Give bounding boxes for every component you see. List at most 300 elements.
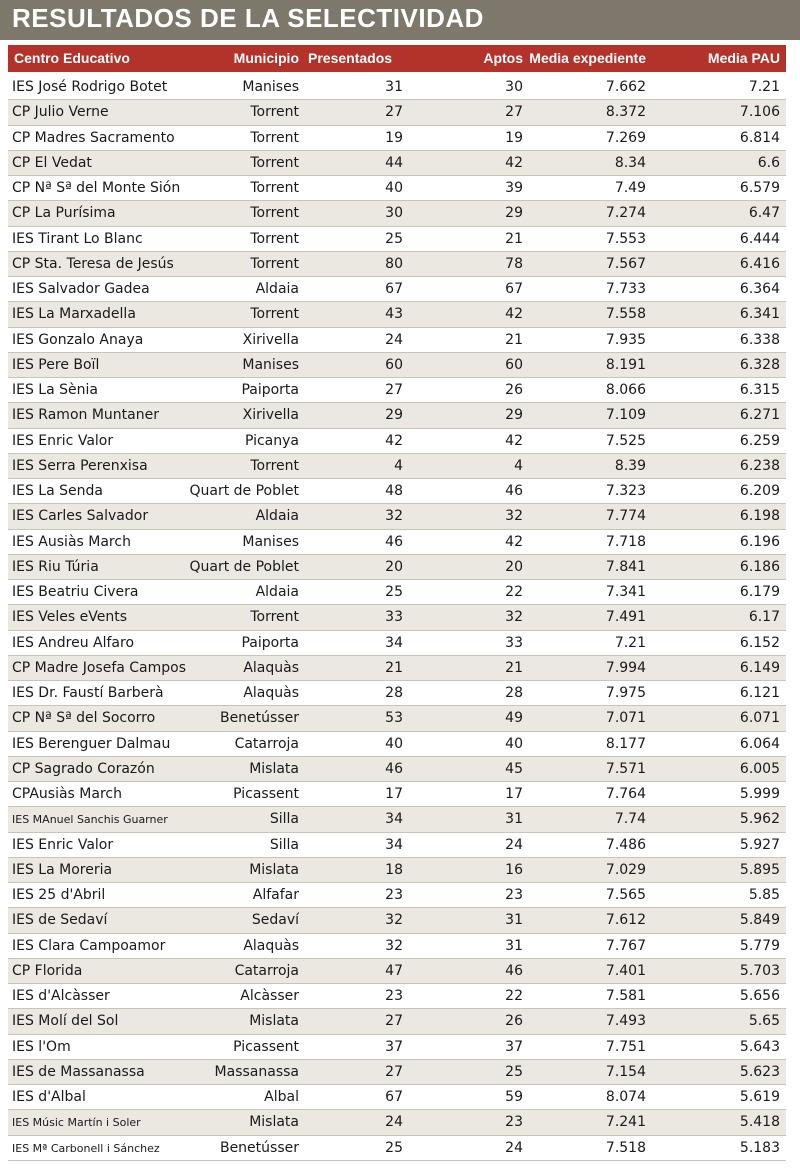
table-row <box>8 959 786 984</box>
cell-pau: 5.927 <box>739 836 780 853</box>
cell-pau: 6.064 <box>739 735 780 752</box>
cell-pau: 6.328 <box>739 356 780 373</box>
cell-municipio: Alaquàs <box>243 659 299 676</box>
cell-aptos: 45 <box>505 760 523 777</box>
cell-centro: CP Julio Verne <box>12 104 109 121</box>
cell-pau: 6.47 <box>748 205 780 222</box>
cell-presentados: 34 <box>385 811 403 828</box>
cell-pau: 5.656 <box>739 988 780 1004</box>
cell-expediente: 7.341 <box>605 584 646 600</box>
cell-centro: CP Sta. Teresa de Jesús <box>12 255 174 272</box>
cell-aptos: 22 <box>505 584 523 600</box>
cell-expediente: 7.718 <box>605 533 646 550</box>
table-row <box>8 984 786 1009</box>
cell-centro: IES Beatriu Civera <box>12 584 139 600</box>
cell-pau: 6.579 <box>739 180 780 196</box>
table-row <box>8 631 786 656</box>
cell-municipio: Torrent <box>250 609 299 626</box>
cell-municipio: Torrent <box>250 180 299 196</box>
cell-municipio: Massanassa <box>214 1063 299 1080</box>
cell-presentados: 43 <box>385 306 403 323</box>
table-row <box>8 1136 786 1161</box>
table-row <box>8 1009 786 1034</box>
cell-expediente: 8.191 <box>605 356 646 373</box>
cell-presentados: 34 <box>385 836 403 853</box>
cell-centro: IES La Senda <box>12 483 103 499</box>
cell-centro: IES Ramon Muntaner <box>12 407 159 424</box>
cell-centro: IES Dr. Faustí Barberà <box>12 685 164 701</box>
cell-municipio: Torrent <box>250 230 299 247</box>
cell-expediente: 7.975 <box>605 685 646 701</box>
cell-presentados: 4 <box>394 457 403 474</box>
cell-expediente: 7.525 <box>605 432 646 449</box>
cell-centro: IES José Rodrigo Botet <box>12 79 168 95</box>
cell-presentados: 53 <box>385 710 403 727</box>
cell-presentados: 20 <box>385 558 403 575</box>
cell-pau: 5.703 <box>739 962 780 979</box>
cell-municipio: Mislata <box>249 1114 299 1131</box>
cell-expediente: 8.39 <box>614 457 646 474</box>
cell-presentados: 23 <box>385 887 403 903</box>
table-row <box>8 1110 786 1135</box>
cell-aptos: 60 <box>505 356 523 373</box>
cell-presentados: 28 <box>385 685 403 701</box>
cell-presentados: 27 <box>385 1063 403 1080</box>
cell-centro: IES Gonzalo Anaya <box>12 331 144 348</box>
table-row <box>8 378 786 403</box>
table-row <box>8 605 786 630</box>
cell-municipio: Catarroja <box>234 962 299 979</box>
table-row <box>8 126 786 151</box>
cell-centro: IES La Sènia <box>12 382 98 398</box>
table-row <box>8 227 786 252</box>
cell-expediente: 8.372 <box>605 104 646 121</box>
table-row <box>8 328 786 353</box>
table-row <box>8 1060 786 1085</box>
table-row <box>8 656 786 681</box>
cell-presentados: 44 <box>385 154 403 171</box>
cell-centro: IES Enric Valor <box>12 432 114 449</box>
cell-expediente: 7.553 <box>605 230 646 247</box>
cell-expediente: 7.071 <box>605 710 646 727</box>
cell-aptos: 17 <box>505 786 523 802</box>
cell-presentados: 46 <box>385 533 403 550</box>
cell-expediente: 7.581 <box>605 988 646 1004</box>
table-row <box>8 100 786 125</box>
cell-presentados: 19 <box>385 129 403 146</box>
cell-aptos: 26 <box>505 1013 523 1030</box>
cell-aptos: 31 <box>505 811 523 828</box>
cell-municipio: Picanya <box>244 432 299 449</box>
cell-aptos: 40 <box>505 735 523 752</box>
cell-presentados: 40 <box>385 180 403 196</box>
cell-aptos: 29 <box>505 205 523 222</box>
cell-municipio: Alcàsser <box>240 988 299 1004</box>
table-header <box>8 45 786 72</box>
cell-pau: 6.186 <box>739 558 780 575</box>
table-row <box>8 681 786 706</box>
cell-municipio: Aldaia <box>255 281 299 297</box>
cell-expediente: 7.486 <box>605 836 646 853</box>
cell-municipio: Silla <box>269 836 299 853</box>
cell-aptos: 78 <box>505 255 523 272</box>
table-row <box>8 530 786 555</box>
table-row <box>8 555 786 580</box>
page-title: RESULTADOS DE LA SELECTIVIDAD <box>12 3 484 33</box>
cell-municipio: Xirivella <box>242 331 299 348</box>
cell-aptos: 19 <box>505 129 523 146</box>
cell-pau: 6.198 <box>739 508 780 525</box>
cell-municipio: Manises <box>242 79 299 95</box>
cell-pau: 6.209 <box>739 483 780 499</box>
cell-pau: 5.643 <box>739 1038 780 1055</box>
cell-pau: 5.623 <box>739 1063 780 1080</box>
cell-aptos: 42 <box>505 533 523 550</box>
cell-expediente: 7.323 <box>605 483 646 499</box>
cell-pau: 5.895 <box>739 861 780 878</box>
cell-centro: IES Mª Carbonell i Sánchez <box>12 1141 160 1155</box>
cell-municipio: Albal <box>264 1089 299 1105</box>
cell-pau: 6.071 <box>739 710 780 727</box>
cell-municipio: Catarroja <box>234 735 299 752</box>
table-row <box>8 429 786 454</box>
cell-pau: 7.21 <box>748 79 780 95</box>
table-row <box>8 454 786 479</box>
cell-pau: 6.6 <box>757 154 780 171</box>
cell-centro: IES Berenguer Dalmau <box>12 735 171 752</box>
cell-municipio: Sedaví <box>251 912 299 929</box>
cell-municipio: Torrent <box>250 255 299 272</box>
cell-municipio: Aldaia <box>255 508 299 525</box>
cell-aptos: 32 <box>505 508 523 525</box>
cell-municipio: Xirivella <box>242 407 299 424</box>
cell-pau: 6.196 <box>739 533 780 550</box>
table-row <box>8 302 786 327</box>
cell-aptos: 24 <box>505 836 523 853</box>
cell-expediente: 7.571 <box>605 760 646 777</box>
cell-expediente: 7.935 <box>605 331 646 348</box>
cell-aptos: 21 <box>505 331 523 348</box>
cell-presentados: 67 <box>385 281 403 297</box>
header-aptos: Aptos <box>483 50 523 66</box>
table-row <box>8 807 786 832</box>
cell-pau: 5.962 <box>739 811 780 828</box>
cell-aptos: 27 <box>505 104 523 121</box>
table-row <box>8 353 786 378</box>
cell-presentados: 30 <box>385 205 403 222</box>
cell-aptos: 37 <box>505 1038 523 1055</box>
cell-aptos: 30 <box>505 79 523 95</box>
cell-aptos: 31 <box>505 937 523 954</box>
cell-presentados: 37 <box>385 1038 403 1055</box>
cell-centro: IES 25 d'Abril <box>12 887 106 903</box>
title-banner <box>0 0 800 40</box>
cell-pau: 5.183 <box>739 1139 780 1156</box>
cell-pau: 6.005 <box>739 760 780 777</box>
cell-presentados: 34 <box>385 634 403 651</box>
cell-expediente: 7.767 <box>605 937 646 954</box>
table-row <box>8 757 786 782</box>
cell-presentados: 24 <box>385 331 403 348</box>
cell-aptos: 42 <box>505 306 523 323</box>
table-row <box>8 833 786 858</box>
cell-expediente: 7.109 <box>605 407 646 424</box>
cell-aptos: 23 <box>505 887 523 903</box>
cell-pau: 5.85 <box>748 887 780 903</box>
cell-municipio: Picassent <box>233 1038 299 1055</box>
cell-presentados: 32 <box>385 912 403 929</box>
cell-presentados: 29 <box>385 407 403 424</box>
cell-pau: 5.619 <box>739 1089 780 1105</box>
cell-centro: IES La Moreria <box>12 861 113 878</box>
cell-presentados: 33 <box>385 609 403 626</box>
cell-centro: CP Madre Josefa Campos <box>12 659 187 676</box>
cell-municipio: Benetússer <box>219 1139 299 1156</box>
cell-centro: IES Serra Perenxisa <box>12 457 148 474</box>
cell-presentados: 24 <box>385 1114 403 1131</box>
cell-centro: CPAusiàs March <box>12 786 122 802</box>
cell-pau: 6.259 <box>739 432 780 449</box>
cell-centro: IES Enric Valor <box>12 836 114 853</box>
cell-presentados: 32 <box>385 508 403 525</box>
cell-centro: IES de Sedaví <box>12 912 108 929</box>
cell-expediente: 7.994 <box>605 659 646 676</box>
cell-centro: CP Nª Sª del Socorro <box>12 710 156 727</box>
cell-expediente: 7.241 <box>605 1114 646 1131</box>
cell-presentados: 25 <box>385 584 403 600</box>
cell-expediente: 7.269 <box>605 129 646 146</box>
table-row <box>8 732 786 757</box>
cell-aptos: 28 <box>505 685 523 701</box>
cell-aptos: 46 <box>505 962 523 979</box>
cell-pau: 6.17 <box>748 609 780 626</box>
cell-municipio: Mislata <box>249 861 299 878</box>
cell-centro: IES Riu Túria <box>12 558 99 575</box>
cell-expediente: 7.518 <box>605 1139 646 1156</box>
cell-pau: 5.65 <box>748 1013 780 1030</box>
cell-aptos: 25 <box>505 1063 523 1080</box>
cell-centro: IES Clara Campoamor <box>12 937 166 954</box>
table-row <box>8 580 786 605</box>
cell-presentados: 42 <box>385 432 403 449</box>
cell-centro: IES d'Alcàsser <box>12 988 110 1004</box>
cell-expediente: 7.21 <box>614 634 646 651</box>
table-body <box>8 75 786 1161</box>
cell-aptos: 39 <box>505 180 523 196</box>
cell-expediente: 7.74 <box>614 811 646 828</box>
cell-municipio: Alaquàs <box>243 937 299 954</box>
cell-expediente: 7.274 <box>605 205 646 222</box>
cell-pau: 6.814 <box>739 129 780 146</box>
cell-aptos: 46 <box>505 483 523 499</box>
header-presentados: Presentados <box>308 50 393 66</box>
cell-aptos: 42 <box>505 154 523 171</box>
cell-expediente: 7.029 <box>605 861 646 878</box>
cell-pau: 6.341 <box>739 306 780 323</box>
cell-presentados: 25 <box>385 230 403 247</box>
cell-municipio: Torrent <box>250 205 299 222</box>
cell-municipio: Paiporta <box>241 382 299 398</box>
cell-centro: IES Tirant Lo Blanc <box>12 230 143 247</box>
cell-expediente: 7.841 <box>605 558 646 575</box>
cell-aptos: 26 <box>505 382 523 398</box>
cell-municipio: Benetússer <box>219 710 299 727</box>
table-row <box>8 1035 786 1060</box>
cell-expediente: 7.401 <box>605 962 646 979</box>
cell-pau: 5.418 <box>739 1114 780 1131</box>
cell-expediente: 7.49 <box>614 180 646 196</box>
table-row <box>8 403 786 428</box>
cell-expediente: 7.612 <box>605 912 646 929</box>
cell-centro: CP La Purísima <box>12 205 116 222</box>
cell-presentados: 46 <box>385 760 403 777</box>
cell-municipio: Paiporta <box>241 634 299 651</box>
table-row <box>8 504 786 529</box>
cell-aptos: 59 <box>505 1089 523 1105</box>
cell-aptos: 49 <box>505 710 523 727</box>
cell-expediente: 8.177 <box>605 735 646 752</box>
cell-aptos: 20 <box>505 558 523 575</box>
cell-centro: IES de Massanassa <box>12 1063 145 1080</box>
cell-pau: 6.364 <box>739 281 780 297</box>
cell-expediente: 7.662 <box>605 79 646 95</box>
cell-aptos: 29 <box>505 407 523 424</box>
cell-centro: IES Andreu Alfaro <box>12 634 135 651</box>
cell-municipio: Alaquàs <box>243 685 299 701</box>
cell-aptos: 31 <box>505 912 523 929</box>
cell-pau: 6.444 <box>739 230 780 247</box>
table-row <box>8 934 786 959</box>
cell-presentados: 47 <box>385 962 403 979</box>
cell-aptos: 21 <box>505 659 523 676</box>
cell-centro: IES Salvador Gadea <box>12 281 150 297</box>
cell-centro: CP El Vedat <box>12 154 92 171</box>
cell-centro: IES Músic Martín i Soler <box>12 1116 141 1130</box>
cell-centro: IES l'Om <box>12 1038 71 1055</box>
table-row <box>8 201 786 226</box>
cell-presentados: 27 <box>385 1013 403 1030</box>
cell-aptos: 42 <box>505 432 523 449</box>
cell-aptos: 23 <box>505 1114 523 1131</box>
cell-expediente: 7.558 <box>605 306 646 323</box>
cell-municipio: Torrent <box>250 457 299 474</box>
cell-pau: 6.238 <box>739 457 780 474</box>
cell-expediente: 7.565 <box>605 887 646 903</box>
cell-centro: IES MAnuel Sanchis Guarner <box>12 813 168 827</box>
cell-municipio: Mislata <box>249 760 299 777</box>
cell-municipio: Torrent <box>250 129 299 146</box>
cell-aptos: 24 <box>505 1139 523 1156</box>
cell-expediente: 7.154 <box>605 1063 646 1080</box>
cell-centro: CP Madres Sacramento <box>12 129 175 146</box>
header-expediente: Media expediente <box>529 50 646 66</box>
table-row <box>8 1085 786 1110</box>
cell-presentados: 32 <box>385 937 403 954</box>
table-row <box>8 908 786 933</box>
table-row <box>8 252 786 277</box>
table-row <box>8 75 786 100</box>
cell-expediente: 7.764 <box>605 786 646 802</box>
cell-expediente: 7.733 <box>605 281 646 297</box>
header-centro: Centro Educativo <box>14 50 130 66</box>
table-row <box>8 277 786 302</box>
cell-expediente: 7.751 <box>605 1038 646 1055</box>
cell-expediente: 8.34 <box>614 154 646 171</box>
table-row <box>8 151 786 176</box>
cell-centro: IES Ausiàs March <box>12 533 131 550</box>
cell-centro: CP Nª Sª del Monte Sión <box>12 180 181 196</box>
cell-pau: 6.121 <box>739 685 780 701</box>
cell-municipio: Quart de Poblet <box>189 558 299 575</box>
table-row <box>8 883 786 908</box>
cell-municipio: Mislata <box>249 1013 299 1030</box>
cell-municipio: Silla <box>269 811 299 828</box>
table-row <box>8 858 786 883</box>
cell-pau: 6.179 <box>739 584 780 600</box>
cell-pau: 5.849 <box>739 912 780 929</box>
cell-centro: IES Pere Boïl <box>12 356 100 373</box>
cell-pau: 5.999 <box>739 786 780 802</box>
cell-aptos: 33 <box>505 634 523 651</box>
cell-presentados: 40 <box>385 735 403 752</box>
cell-presentados: 17 <box>385 786 403 802</box>
header-pau: Media PAU <box>707 50 780 66</box>
cell-pau: 6.338 <box>739 331 780 348</box>
cell-pau: 6.271 <box>739 407 780 424</box>
cell-presentados: 31 <box>385 79 403 95</box>
cell-presentados: 48 <box>385 483 403 499</box>
cell-pau: 5.779 <box>739 937 780 954</box>
cell-aptos: 32 <box>505 609 523 626</box>
cell-municipio: Alfafar <box>252 887 299 903</box>
cell-aptos: 21 <box>505 230 523 247</box>
cell-presentados: 21 <box>385 659 403 676</box>
cell-pau: 6.315 <box>739 382 780 398</box>
cell-pau: 6.149 <box>739 659 780 676</box>
cell-municipio: Aldaia <box>255 584 299 600</box>
cell-expediente: 7.567 <box>605 255 646 272</box>
cell-expediente: 8.066 <box>605 382 646 398</box>
cell-centro: IES Carles Salvador <box>12 508 149 525</box>
cell-pau: 6.416 <box>739 255 780 272</box>
cell-expediente: 7.493 <box>605 1013 646 1030</box>
cell-centro: IES La Marxadella <box>12 306 136 323</box>
header-municipio: Municipio <box>233 50 299 66</box>
cell-presentados: 27 <box>385 382 403 398</box>
table-row <box>8 176 786 201</box>
cell-municipio: Quart de Poblet <box>189 483 299 499</box>
cell-centro: CP Florida <box>12 962 83 979</box>
cell-pau: 7.106 <box>739 104 780 121</box>
cell-municipio: Manises <box>242 533 299 550</box>
cell-centro: IES Molí del Sol <box>12 1013 119 1030</box>
cell-expediente: 8.074 <box>605 1089 646 1105</box>
cell-municipio: Manises <box>242 356 299 373</box>
cell-aptos: 22 <box>505 988 523 1004</box>
table-row <box>8 782 786 807</box>
cell-presentados: 25 <box>385 1139 403 1156</box>
table-row <box>8 479 786 504</box>
cell-expediente: 7.774 <box>605 508 646 525</box>
cell-aptos: 16 <box>505 861 523 878</box>
cell-centro: IES d'Albal <box>12 1089 86 1105</box>
cell-centro: IES Veles eVents <box>12 609 128 626</box>
cell-centro: CP Sagrado Corazón <box>12 760 155 777</box>
cell-presentados: 80 <box>385 255 403 272</box>
cell-presentados: 23 <box>385 988 403 1004</box>
cell-municipio: Picassent <box>233 786 299 802</box>
cell-presentados: 18 <box>385 861 403 878</box>
